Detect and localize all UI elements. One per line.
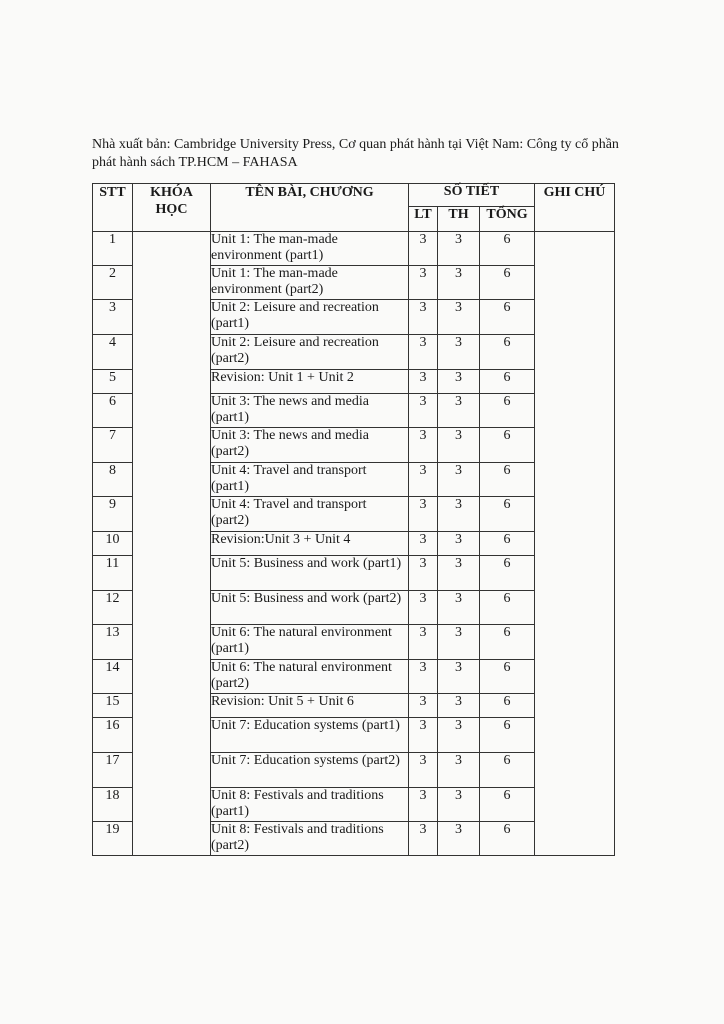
row-stt: 7: [93, 428, 133, 463]
row-tong: 6: [480, 497, 535, 532]
row-tong: 6: [480, 335, 535, 370]
row-stt: 3: [93, 300, 133, 335]
row-lt: 3: [409, 660, 438, 694]
row-lt: 3: [409, 335, 438, 370]
row-th: 3: [438, 718, 480, 753]
row-tong: 6: [480, 370, 535, 394]
header-row: [93, 184, 615, 207]
row-stt: 16: [93, 718, 133, 753]
row-stt: 6: [93, 394, 133, 428]
header-ghi-chu: GHI CHÚ: [535, 184, 615, 232]
header-tong: TỔNG: [480, 207, 535, 232]
row-tong: 6: [480, 556, 535, 591]
row-stt: 13: [93, 625, 133, 660]
row-th: 3: [438, 625, 480, 660]
row-th: 3: [438, 497, 480, 532]
row-lt: 3: [409, 753, 438, 788]
row-tong: 6: [480, 718, 535, 753]
row-title: Unit 8: Festivals and traditions (part1): [211, 788, 409, 822]
row-title: Unit 2: Leisure and recreation (part1): [211, 300, 409, 335]
row-tong: 6: [480, 463, 535, 497]
row-lt: 3: [409, 625, 438, 660]
row-tong: 6: [480, 300, 535, 335]
row-th: 3: [438, 660, 480, 694]
row-lt: 3: [409, 822, 438, 856]
row-title: Unit 5: Business and work (part1): [211, 556, 409, 591]
row-title: Unit 1: The man-made environment (part1): [211, 232, 409, 266]
row-stt: 19: [93, 822, 133, 856]
row-lt: 3: [409, 532, 438, 556]
row-stt: 2: [93, 266, 133, 300]
row-lt: 3: [409, 788, 438, 822]
table-row: [93, 232, 615, 266]
row-tong: 6: [480, 591, 535, 625]
row-th: 3: [438, 591, 480, 625]
row-stt: 8: [93, 463, 133, 497]
row-lt: 3: [409, 394, 438, 428]
course-schedule-table: [92, 183, 615, 856]
row-title: Unit 7: Education systems (part2): [211, 753, 409, 788]
row-th: 3: [438, 694, 480, 718]
row-title: Unit 5: Business and work (part2): [211, 591, 409, 625]
row-stt: 11: [93, 556, 133, 591]
row-lt: 3: [409, 556, 438, 591]
row-stt: 15: [93, 694, 133, 718]
row-th: 3: [438, 753, 480, 788]
header-lt: LT: [409, 207, 438, 232]
row-lt: 3: [409, 497, 438, 532]
row-lt: 3: [409, 694, 438, 718]
row-stt: 4: [93, 335, 133, 370]
row-stt: 10: [93, 532, 133, 556]
row-title: Unit 6: The natural environment (part1): [211, 625, 409, 660]
row-title: Unit 3: The news and media (part2): [211, 428, 409, 463]
row-tong: 6: [480, 660, 535, 694]
row-tong: 6: [480, 694, 535, 718]
header-stt: STT: [93, 184, 133, 232]
row-title: Unit 2: Leisure and recreation (part2): [211, 335, 409, 370]
row-th: 3: [438, 463, 480, 497]
row-tong: 6: [480, 428, 535, 463]
row-tong: 6: [480, 394, 535, 428]
row-th: 3: [438, 822, 480, 856]
row-title: Unit 3: The news and media (part1): [211, 394, 409, 428]
row-lt: 3: [409, 300, 438, 335]
row-lt: 3: [409, 370, 438, 394]
row-title: Unit 6: The natural environment (part2): [211, 660, 409, 694]
row-th: 3: [438, 300, 480, 335]
row-tong: 6: [480, 788, 535, 822]
row-stt: 9: [93, 497, 133, 532]
row-stt: 1: [93, 232, 133, 266]
row-lt: 3: [409, 232, 438, 266]
row-lt: 3: [409, 428, 438, 463]
row-th: 3: [438, 335, 480, 370]
row-tong: 6: [480, 532, 535, 556]
row-title: Revision: Unit 5 + Unit 6: [211, 694, 409, 718]
header-ten-bai: TÊN BÀI, CHƯƠNG: [211, 184, 409, 232]
row-th: 3: [438, 788, 480, 822]
row-title: Unit 7: Education systems (part1): [211, 718, 409, 753]
row-th: 3: [438, 428, 480, 463]
row-title: Unit 4: Travel and transport (part1): [211, 463, 409, 497]
row-tong: 6: [480, 266, 535, 300]
row-stt: 5: [93, 370, 133, 394]
row-th: 3: [438, 394, 480, 428]
row-stt: 14: [93, 660, 133, 694]
publisher-note: Nhà xuất bản: Cambridge University Press, Cơ quan phát hành tại Việt Nam: Công ty cổ phần phát hành sách TP.HCM – FAHASA: [92, 137, 619, 170]
row-stt: 18: [93, 788, 133, 822]
header-so-tiet: SỐ TIẾT: [409, 184, 535, 207]
row-title: Unit 4: Travel and transport (part2): [211, 497, 409, 532]
row-th: 3: [438, 232, 480, 266]
row-th: 3: [438, 370, 480, 394]
row-stt: 17: [93, 753, 133, 788]
row-lt: 3: [409, 718, 438, 753]
row-title: Revision: Unit 1 + Unit 2: [211, 370, 409, 394]
row-th: 3: [438, 532, 480, 556]
row-lt: 3: [409, 591, 438, 625]
row-tong: 6: [480, 625, 535, 660]
row-lt: 3: [409, 266, 438, 300]
row-stt: 12: [93, 591, 133, 625]
row-lt: 3: [409, 463, 438, 497]
row-tong: 6: [480, 822, 535, 856]
ghi-chu-cell: [535, 232, 615, 856]
row-th: 3: [438, 266, 480, 300]
row-title: Revision:Unit 3 + Unit 4: [211, 532, 409, 556]
row-title: Unit 8: Festivals and traditions (part2): [211, 822, 409, 856]
row-th: 3: [438, 556, 480, 591]
row-tong: 6: [480, 232, 535, 266]
row-title: Unit 1: The man-made environment (part2): [211, 266, 409, 300]
header-th: TH: [438, 207, 480, 232]
row-tong: 6: [480, 753, 535, 788]
khoa-hoc-cell: [133, 232, 211, 856]
header-khoa-hoc: KHÓA HỌC: [133, 184, 211, 232]
